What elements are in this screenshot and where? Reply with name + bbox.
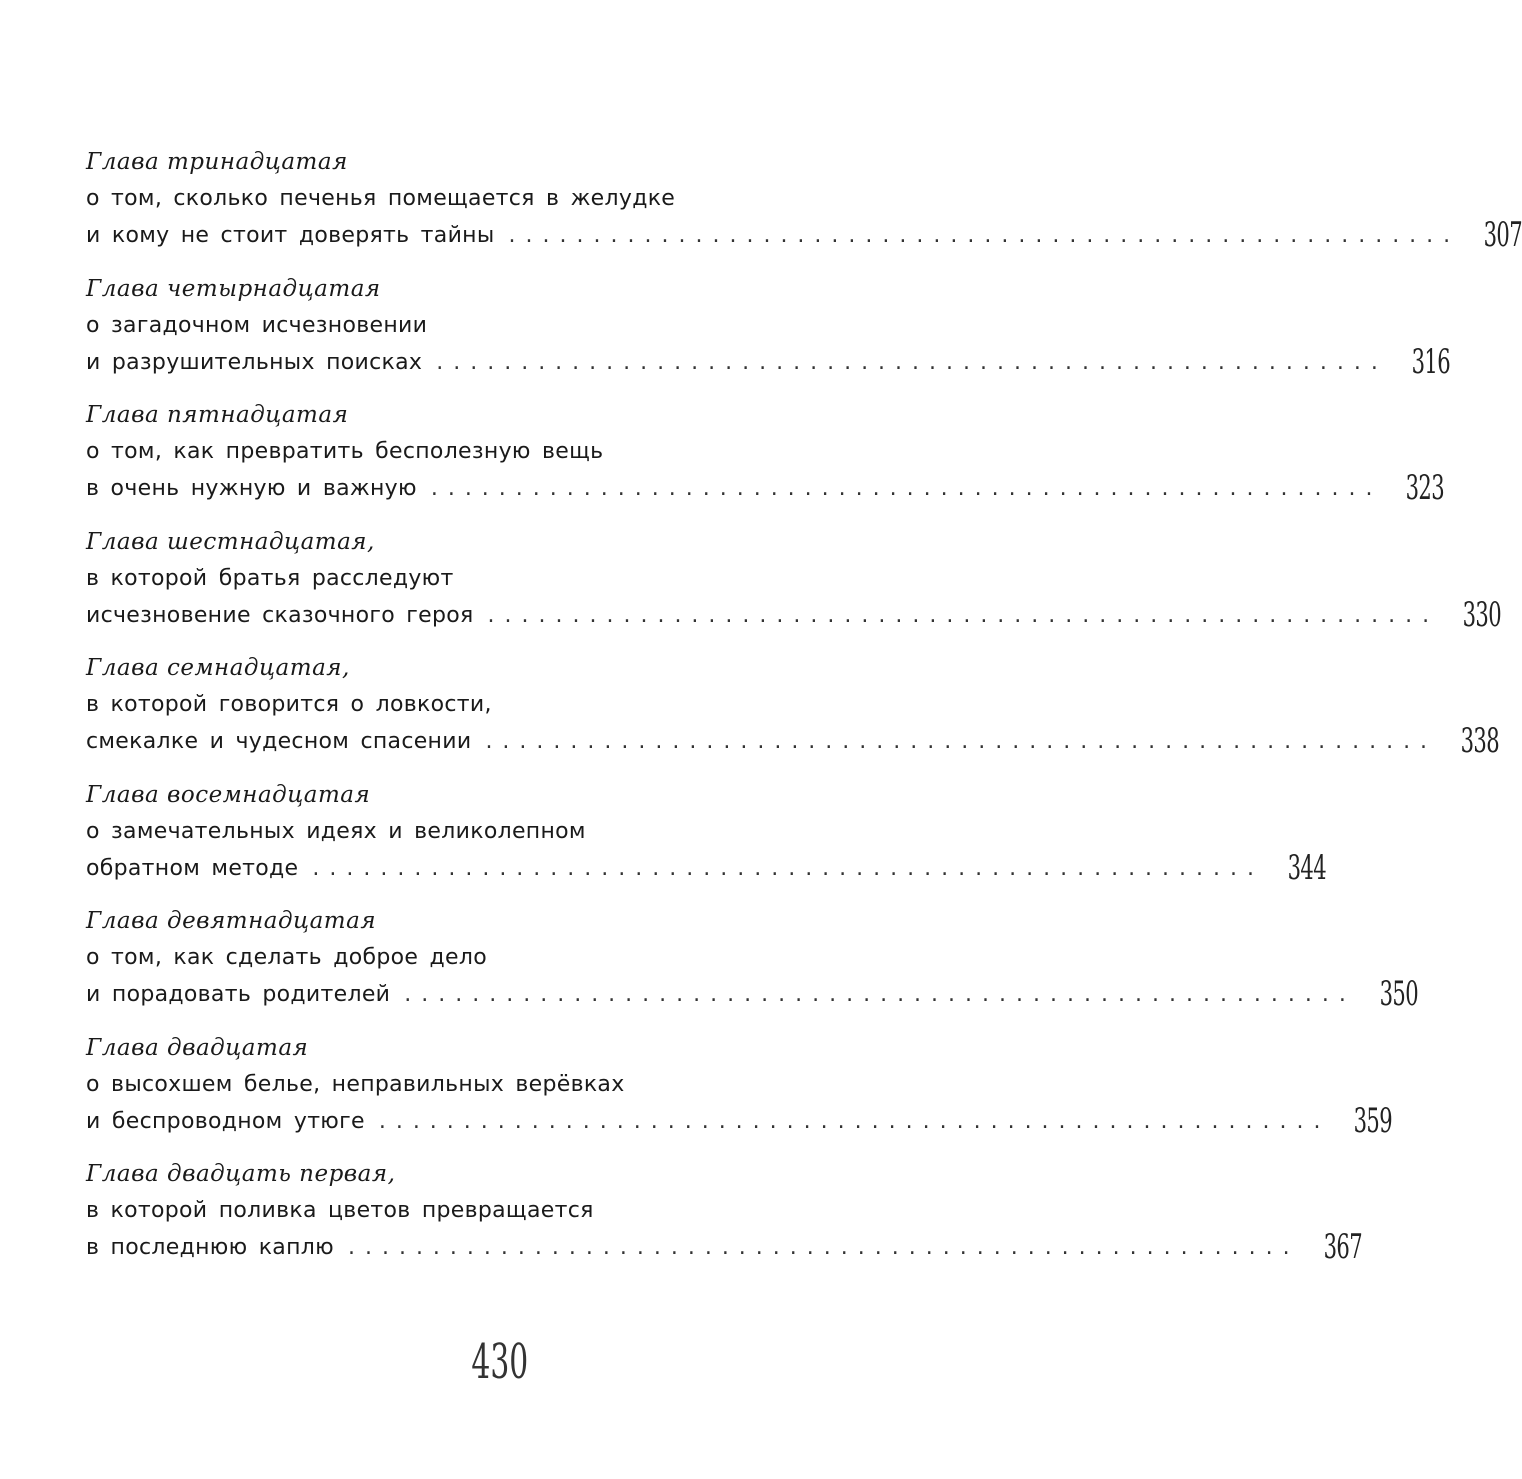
chapter-description-line: в очень нужную и важную [86, 476, 417, 501]
chapter-title: Глава пятнадцатая [86, 402, 349, 428]
chapter-description-line: о том, как превратить бесполезную вещь [86, 439, 604, 464]
toc-entry [86, 524, 1502, 651]
chapter-page-number: 359 [1354, 1100, 1393, 1141]
dot-leader: ........................................................ [508, 223, 1461, 248]
chapter-description-line: обратном методе [86, 855, 299, 881]
dot-leader: ........................................................ [430, 476, 1383, 501]
toc-entry [86, 903, 1418, 1030]
chapter-description-line: и беспроводном утюге [86, 1108, 365, 1134]
chapter-page-number: 338 [1460, 721, 1500, 761]
chapter-title: Глава семнадцатая, [86, 655, 350, 681]
dot-leader: ........................................................ [485, 729, 1438, 754]
dot-leader: ........................................................ [378, 1108, 1331, 1134]
chapter-description-line: о замечательных идеях и великолепном [86, 818, 586, 844]
chapter-title: Глава четырнадцатая [86, 275, 381, 302]
dot-leader: ........................................................ [404, 982, 1356, 1007]
chapter-page-number: 367 [1323, 1227, 1362, 1267]
dot-leader: ........................................................ [436, 349, 1388, 375]
page-number: 430 [471, 1334, 529, 1390]
chapter-description-line: в которой братья расследуют [86, 565, 454, 591]
chapter-description-line: исчезновение сказочного героя [86, 602, 474, 628]
dot-leader: ........................................................ [347, 1235, 1300, 1260]
chapter-page-number: 316 [1411, 341, 1450, 382]
chapter-description-line: смекалке и чудесном спасении [86, 729, 472, 754]
chapter-title: Глава двадцать первая, [86, 1161, 396, 1187]
toc-entry [86, 650, 1500, 777]
chapter-description-line: о том, сколько печенья помещается в желудке [86, 186, 676, 211]
dot-leader: ........................................................ [312, 855, 1265, 881]
chapter-title: Глава девятнадцатая [86, 908, 377, 934]
chapter-title: Глава шестнадцатая, [86, 528, 375, 555]
chapter-description-line: в которой поливка цветов превращается [86, 1198, 594, 1223]
chapter-description-line: о высохшем белье, неправильных верёвках [86, 1071, 625, 1097]
chapter-page-number: 330 [1462, 594, 1502, 635]
chapter-page-number: 350 [1379, 974, 1418, 1014]
toc-entry [86, 144, 1522, 271]
chapter-page-number: 307 [1483, 215, 1522, 255]
page-footer [0, 1334, 1000, 1390]
dot-leader: ........................................................ [487, 602, 1440, 628]
chapter-description-line: о загадочном исчезновении [86, 312, 428, 338]
chapter-title: Глава тринадцатая [86, 149, 348, 175]
chapter-description-line: и порадовать родителей [86, 982, 391, 1007]
chapter-description-line: в которой говорится о ловкости, [86, 692, 492, 717]
chapter-page-number: 344 [1287, 847, 1327, 888]
chapter-description-line: и кому не стоит доверять тайны [86, 223, 495, 248]
chapter-description-line: в последнюю каплю [86, 1235, 334, 1260]
chapter-title: Глава восемнадцатая [86, 781, 371, 808]
chapter-title: Глава двадцатая [86, 1034, 309, 1061]
chapter-description-line: о том, как сделать доброе дело [86, 945, 487, 970]
chapter-page-number: 323 [1406, 468, 1445, 508]
toc-entry [86, 777, 1327, 904]
toc-entry [86, 271, 1450, 398]
toc-entry [86, 1156, 1362, 1283]
toc-entry [86, 397, 1445, 524]
chapter-description-line: и разрушительных поисках [86, 349, 423, 375]
table-of-contents [86, 144, 1522, 1283]
toc-entry [86, 1030, 1393, 1157]
